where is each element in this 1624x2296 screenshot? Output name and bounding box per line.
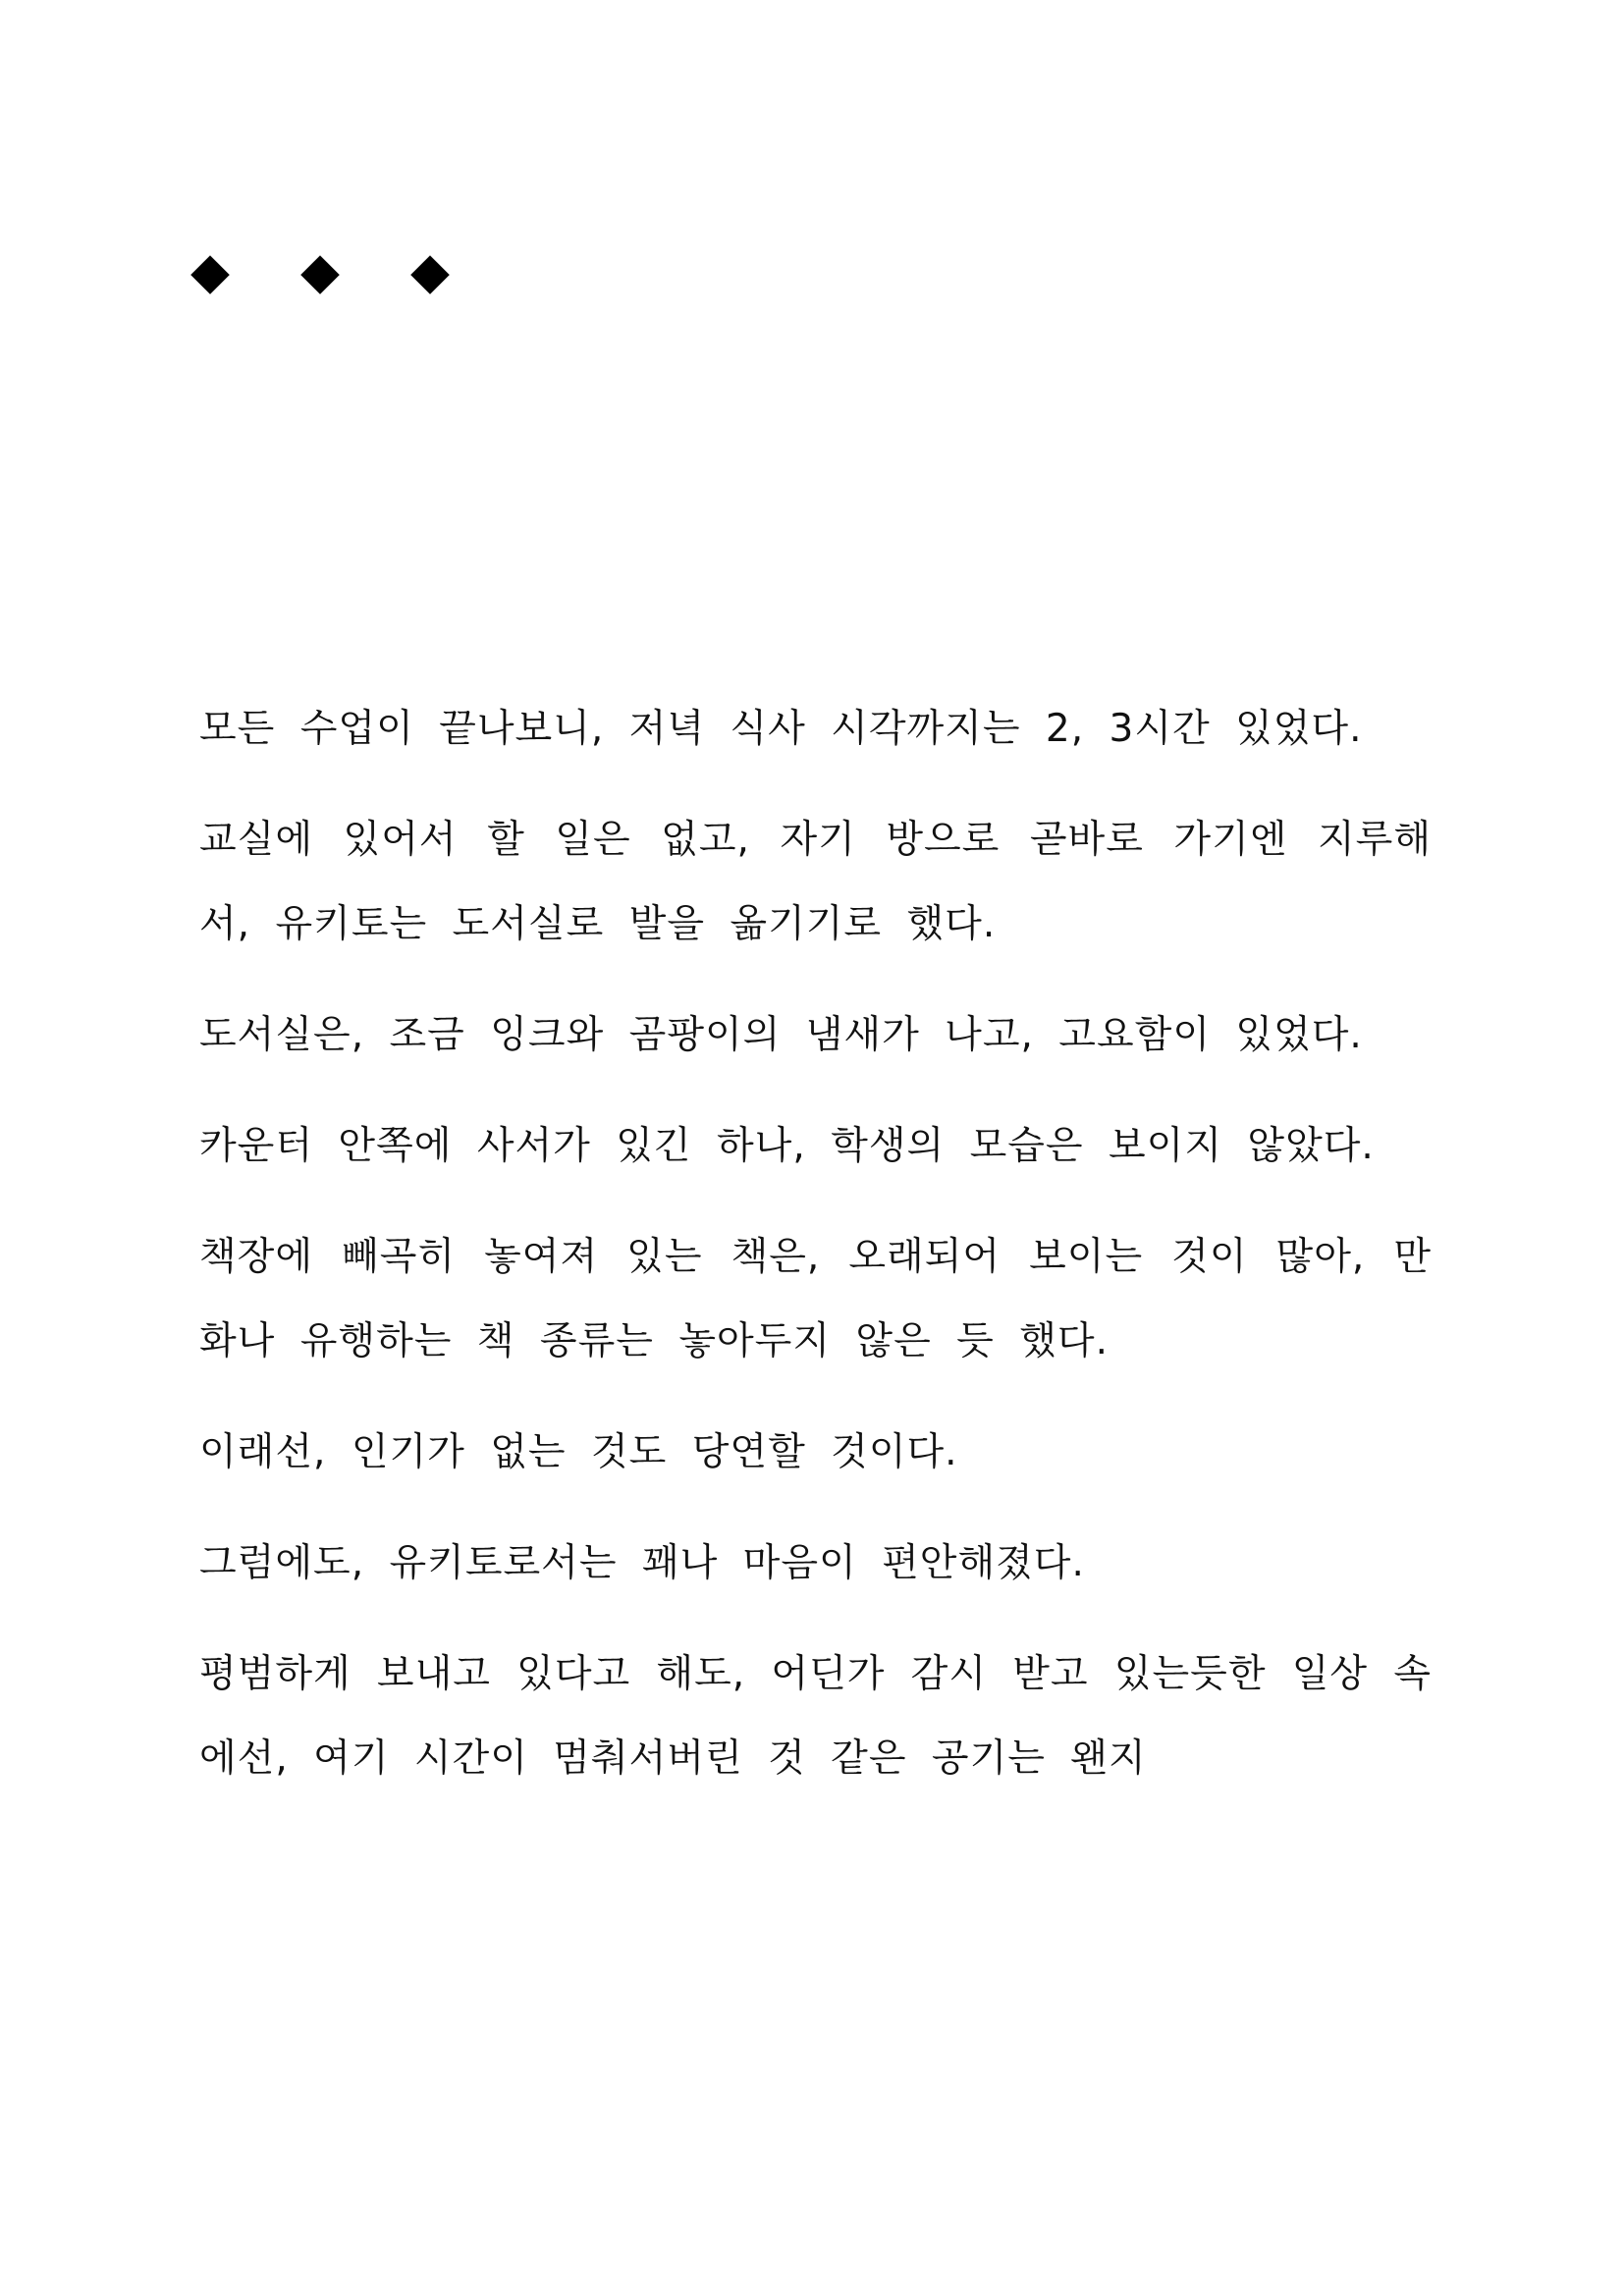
diamond-icon [410,255,450,294]
paragraph: 평범하게 보내고 있다고 해도, 어딘가 감시 받고 있는듯한 일상 속에선, 여기 시간이 멈춰서버린 것 같은 공기는 왠지 [199,1652,1432,1781]
diamond-icon [190,255,230,294]
section-separator [196,250,444,299]
paragraph: 도서실은, 조금 잉크와 곰팡이의 냄새가 나고, 고요함이 있었다. [199,1013,1363,1057]
paragraph: 교실에 있어서 할 일은 없고, 자기 방으로 곧바로 가기엔 지루해서, 유키토는 도서실로 발을 옮기기로 했다. [199,818,1432,946]
diamond-icon [300,255,340,294]
paragraph: 책장에 빼곡히 놓여져 있는 책은, 오래되어 보이는 것이 많아, 만화나 유행하는 책 종류는 놓아두지 않은 듯 했다. [199,1235,1432,1363]
paragraph: 이래선, 인기가 없는 것도 당연할 것이다. [199,1430,958,1474]
body-text [199,687,1432,1828]
paragraph: 그럼에도, 유키토로서는 꽤나 마음이 편안해졌다. [199,1541,1085,1585]
paragraph: 카운터 안쪽에 사서가 있긴 하나, 학생의 모습은 보이지 않았다. [199,1124,1375,1168]
paragraph: 모든 수업이 끝나보니, 저녁 식사 시각까지는 2, 3시간 있었다. [199,707,1363,751]
